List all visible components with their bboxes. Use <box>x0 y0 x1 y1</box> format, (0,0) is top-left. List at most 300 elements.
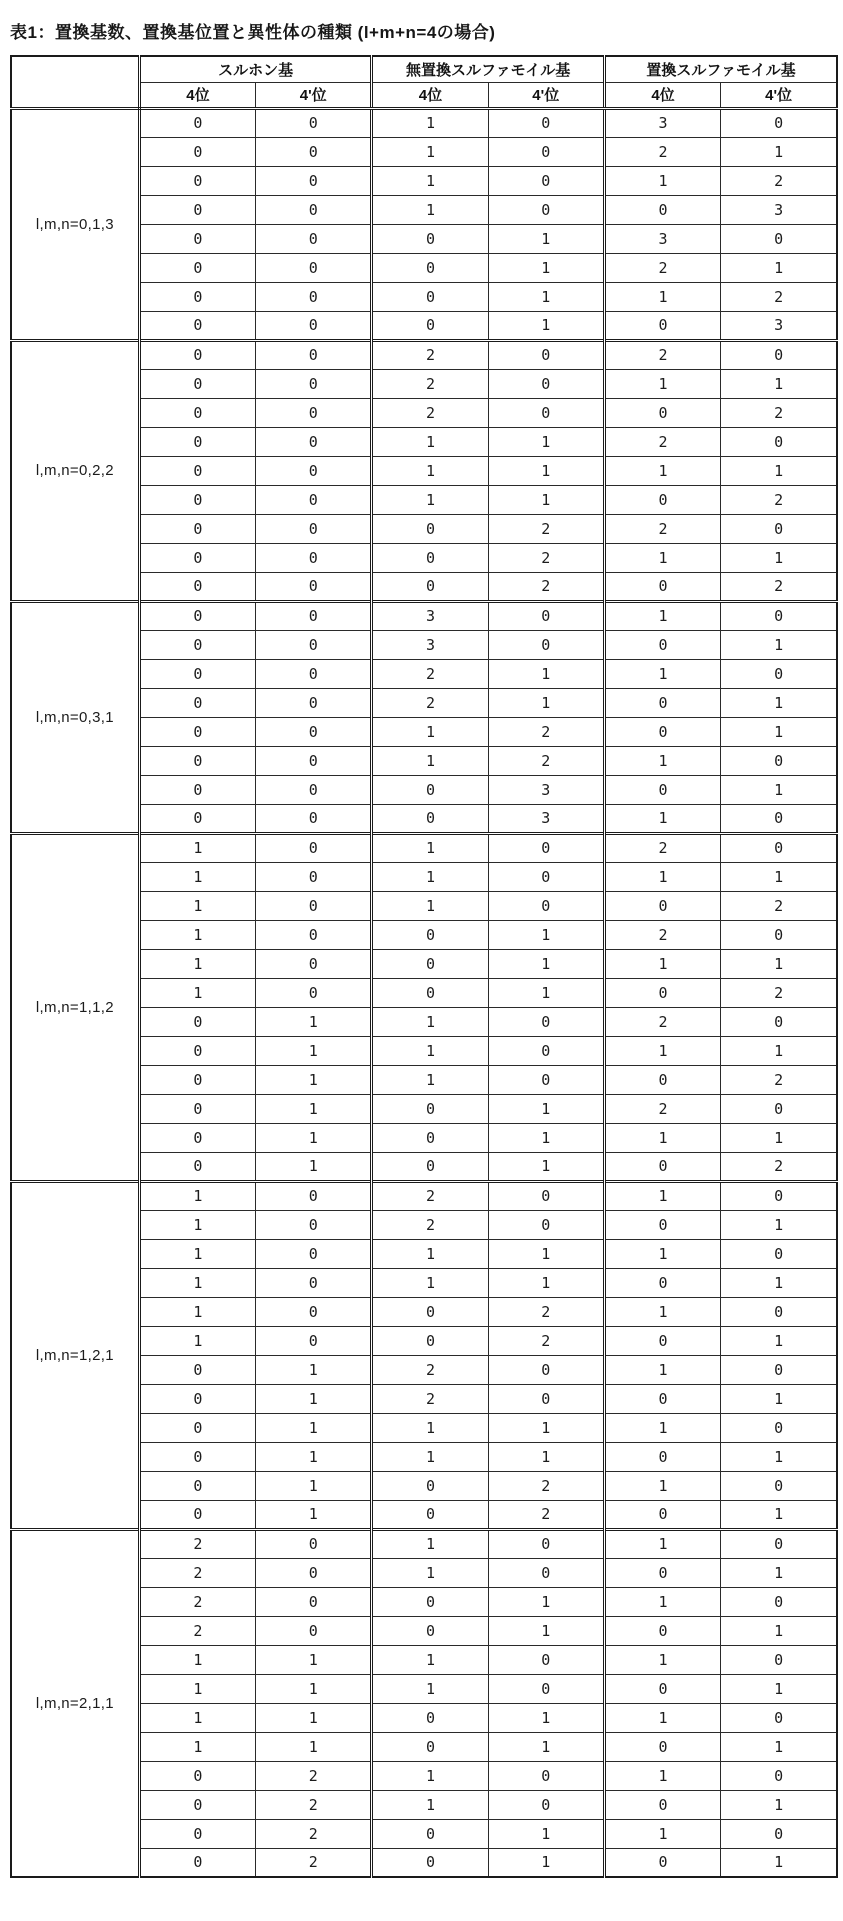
table-cell: 0 <box>139 311 255 340</box>
table-cell: 1 <box>488 1413 604 1442</box>
table-cell: 0 <box>139 427 255 456</box>
table-cell: 1 <box>604 1123 720 1152</box>
table-cell: 1 <box>256 1674 372 1703</box>
table-cell: 0 <box>488 369 604 398</box>
table-body <box>11 108 837 1877</box>
table-cell: 0 <box>256 833 372 862</box>
row-group-label: l,m,n=1,1,2 <box>11 833 139 1181</box>
table-cell: 1 <box>488 688 604 717</box>
table-cell: 1 <box>139 1268 255 1297</box>
table-cell: 2 <box>488 1500 604 1529</box>
table-cell: 0 <box>372 1732 488 1761</box>
table-cell: 0 <box>372 1500 488 1529</box>
table-cell: 0 <box>372 1297 488 1326</box>
table-cell: 1 <box>721 369 837 398</box>
table-cell: 0 <box>721 514 837 543</box>
table-cell: 1 <box>488 1442 604 1471</box>
table-cell: 1 <box>488 427 604 456</box>
table-cell: 1 <box>721 862 837 891</box>
table-cell: 0 <box>139 543 255 572</box>
table-cell: 0 <box>721 340 837 369</box>
table-cell: 1 <box>604 1529 720 1558</box>
table-row <box>11 833 837 862</box>
table-cell: 2 <box>372 1181 488 1210</box>
table-cell: 0 <box>256 340 372 369</box>
table-cell: 1 <box>604 1761 720 1790</box>
table-cell: 0 <box>256 369 372 398</box>
table-cell: 0 <box>139 659 255 688</box>
row-group-label: l,m,n=2,1,1 <box>11 1529 139 1877</box>
table-cell: 2 <box>721 978 837 1007</box>
table-cell: 0 <box>721 1529 837 1558</box>
table-cell: 0 <box>604 717 720 746</box>
table-cell: 0 <box>604 1558 720 1587</box>
table-cell: 1 <box>139 1181 255 1210</box>
table-cell: 1 <box>604 369 720 398</box>
table-cell: 0 <box>721 1007 837 1036</box>
table-cell: 0 <box>721 224 837 253</box>
table-cell: 1 <box>372 1645 488 1674</box>
table-cell: 1 <box>372 891 488 920</box>
table-cell: 0 <box>256 949 372 978</box>
table-cell: 0 <box>256 108 372 137</box>
table-cell: 0 <box>256 543 372 572</box>
table-cell: 0 <box>488 1529 604 1558</box>
table-cell: 0 <box>604 311 720 340</box>
column-group-header-row <box>11 56 837 82</box>
table-row <box>11 1181 837 1210</box>
row-group-label: l,m,n=0,2,2 <box>11 340 139 601</box>
table-cell: 0 <box>139 253 255 282</box>
table-cell: 2 <box>256 1790 372 1819</box>
table-cell: 0 <box>256 514 372 543</box>
table-cell: 1 <box>372 1268 488 1297</box>
table-cell: 3 <box>604 108 720 137</box>
table-cell: 1 <box>604 1355 720 1384</box>
table-cell: 2 <box>488 543 604 572</box>
corner-cell <box>11 56 139 108</box>
table-cell: 0 <box>139 1413 255 1442</box>
table-cell: 1 <box>372 1674 488 1703</box>
table-cell: 1 <box>256 1065 372 1094</box>
table-cell: 2 <box>372 659 488 688</box>
table-cell: 0 <box>488 137 604 166</box>
table-cell: 0 <box>256 1268 372 1297</box>
table-cell: 1 <box>604 543 720 572</box>
table-cell: 2 <box>139 1616 255 1645</box>
table-cell: 1 <box>372 485 488 514</box>
table-cell: 1 <box>256 1036 372 1065</box>
table-cell: 0 <box>372 1326 488 1355</box>
table-cell: 0 <box>372 1094 488 1123</box>
table-cell: 1 <box>721 1123 837 1152</box>
table-cell: 1 <box>372 456 488 485</box>
table-cell: 2 <box>372 1384 488 1413</box>
table-cell: 1 <box>372 166 488 195</box>
table-cell: 0 <box>488 1761 604 1790</box>
table-cell: 0 <box>256 1529 372 1558</box>
table-cell: 1 <box>604 282 720 311</box>
table-cell: 1 <box>488 978 604 1007</box>
table-cell: 1 <box>256 1413 372 1442</box>
table-cell: 1 <box>721 1848 837 1877</box>
table-cell: 0 <box>256 804 372 833</box>
table-cell: 1 <box>604 1703 720 1732</box>
table-cell: 1 <box>488 920 604 949</box>
table-cell: 0 <box>604 1152 720 1181</box>
table-cell: 0 <box>256 1239 372 1268</box>
column-group-header-substituted-sulfamoyl: 置換スルファモイル基 <box>604 56 837 82</box>
column-subheader: 4位 <box>372 82 488 108</box>
table-cell: 0 <box>488 166 604 195</box>
table-cell: 0 <box>256 137 372 166</box>
table-cell: 0 <box>256 746 372 775</box>
table-cell: 1 <box>488 1587 604 1616</box>
table-cell: 2 <box>372 1355 488 1384</box>
table-cell: 0 <box>721 427 837 456</box>
table-cell: 3 <box>372 601 488 630</box>
table-cell: 0 <box>139 1152 255 1181</box>
table-cell: 0 <box>256 717 372 746</box>
table-cell: 0 <box>139 398 255 427</box>
table-cell: 1 <box>721 630 837 659</box>
column-subheader: 4'位 <box>721 82 837 108</box>
table-cell: 0 <box>139 166 255 195</box>
column-subheader: 4位 <box>604 82 720 108</box>
table-cell: 1 <box>488 1732 604 1761</box>
column-subheader: 4'位 <box>488 82 604 108</box>
table-cell: 2 <box>488 746 604 775</box>
table-cell: 0 <box>604 978 720 1007</box>
table-cell: 0 <box>604 775 720 804</box>
table-cell: 1 <box>604 949 720 978</box>
table-cell: 3 <box>721 195 837 224</box>
table-cell: 0 <box>256 398 372 427</box>
table-cell: 2 <box>721 891 837 920</box>
table-cell: 0 <box>372 804 488 833</box>
table-cell: 0 <box>372 1616 488 1645</box>
table-row <box>11 601 837 630</box>
table-cell: 1 <box>372 862 488 891</box>
table-cell: 0 <box>604 398 720 427</box>
table-cell: 1 <box>488 1848 604 1877</box>
table-cell: 0 <box>721 1645 837 1674</box>
table-cell: 0 <box>488 1645 604 1674</box>
table-cell: 2 <box>372 1210 488 1239</box>
table-cell: 0 <box>488 601 604 630</box>
table-cell: 0 <box>256 485 372 514</box>
table-cell: 1 <box>488 1123 604 1152</box>
table-cell: 1 <box>721 775 837 804</box>
table-cell: 2 <box>604 1094 720 1123</box>
table-cell: 0 <box>488 1790 604 1819</box>
table-cell: 0 <box>139 485 255 514</box>
table-cell: 0 <box>256 891 372 920</box>
table-cell: 2 <box>604 253 720 282</box>
table-cell: 0 <box>604 1790 720 1819</box>
table-cell: 2 <box>604 833 720 862</box>
table-cell: 1 <box>139 1645 255 1674</box>
table-cell: 0 <box>256 688 372 717</box>
table-cell: 1 <box>488 1703 604 1732</box>
table-cell: 0 <box>256 862 372 891</box>
table-cell: 1 <box>372 137 488 166</box>
table-cell: 1 <box>256 1007 372 1036</box>
table-cell: 1 <box>721 1558 837 1587</box>
table-cell: 1 <box>488 1616 604 1645</box>
table-cell: 0 <box>256 282 372 311</box>
table-cell: 0 <box>604 688 720 717</box>
table-cell: 1 <box>488 253 604 282</box>
table-cell: 1 <box>256 1500 372 1529</box>
table-cell: 2 <box>372 340 488 369</box>
table-cell: 0 <box>721 1413 837 1442</box>
table-cell: 0 <box>604 485 720 514</box>
table-cell: 1 <box>372 1761 488 1790</box>
table-cell: 0 <box>139 514 255 543</box>
table-cell: 1 <box>488 485 604 514</box>
table-cell: 0 <box>488 833 604 862</box>
table-cell: 1 <box>721 1732 837 1761</box>
table-cell: 3 <box>488 804 604 833</box>
table-cell: 1 <box>372 746 488 775</box>
column-subheader: 4位 <box>139 82 255 108</box>
table-cell: 0 <box>256 920 372 949</box>
table-cell: 2 <box>488 1471 604 1500</box>
table-cell: 0 <box>256 1587 372 1616</box>
table-cell: 0 <box>721 1239 837 1268</box>
table-cell: 0 <box>488 630 604 659</box>
table-cell: 0 <box>372 1152 488 1181</box>
table-cell: 1 <box>721 1500 837 1529</box>
table-cell: 0 <box>256 1181 372 1210</box>
table-cell: 1 <box>604 1819 720 1848</box>
table-cell: 1 <box>604 659 720 688</box>
table-cell: 1 <box>721 1790 837 1819</box>
row-group-label: l,m,n=0,3,1 <box>11 601 139 833</box>
table-cell: 1 <box>372 1007 488 1036</box>
table-cell: 1 <box>604 1297 720 1326</box>
table-cell: 0 <box>256 427 372 456</box>
table-cell: 1 <box>488 1239 604 1268</box>
column-subheader: 4'位 <box>256 82 372 108</box>
table-cell: 1 <box>721 1384 837 1413</box>
table-cell: 1 <box>604 1645 720 1674</box>
table-row <box>11 340 837 369</box>
table-cell: 0 <box>139 601 255 630</box>
table-cell: 1 <box>721 137 837 166</box>
table-cell: 0 <box>604 1442 720 1471</box>
table-cell: 1 <box>139 891 255 920</box>
table-cell: 1 <box>604 1413 720 1442</box>
table-cell: 1 <box>488 1819 604 1848</box>
table-cell: 0 <box>372 1471 488 1500</box>
table-cell: 0 <box>721 833 837 862</box>
table-cell: 0 <box>604 1268 720 1297</box>
table-cell: 1 <box>256 1471 372 1500</box>
table-header <box>11 56 837 108</box>
table-cell: 0 <box>604 1210 720 1239</box>
table-cell: 0 <box>372 572 488 601</box>
table-cell: 0 <box>721 1703 837 1732</box>
table-cell: 2 <box>488 717 604 746</box>
table-cell: 0 <box>604 1616 720 1645</box>
table-cell: 2 <box>488 1326 604 1355</box>
table-cell: 0 <box>139 1036 255 1065</box>
table-cell: 0 <box>139 1848 255 1877</box>
table-cell: 0 <box>488 1210 604 1239</box>
table-cell: 1 <box>139 1297 255 1326</box>
table-cell: 0 <box>604 572 720 601</box>
table-cell: 0 <box>256 1210 372 1239</box>
table-cell: 0 <box>139 1790 255 1819</box>
table-cell: 0 <box>256 456 372 485</box>
table-cell: 0 <box>139 1007 255 1036</box>
table-cell: 0 <box>139 1761 255 1790</box>
table-cell: 0 <box>139 137 255 166</box>
table-cell: 0 <box>372 1123 488 1152</box>
table-cell: 0 <box>139 1123 255 1152</box>
table-cell: 0 <box>372 224 488 253</box>
table-cell: 0 <box>372 949 488 978</box>
table-cell: 1 <box>372 1036 488 1065</box>
table-cell: 0 <box>256 630 372 659</box>
table-cell: 0 <box>372 1587 488 1616</box>
table-cell: 0 <box>256 195 372 224</box>
table-cell: 0 <box>604 1674 720 1703</box>
table-cell: 1 <box>372 1239 488 1268</box>
table-cell: 1 <box>488 1152 604 1181</box>
table-cell: 0 <box>139 1355 255 1384</box>
table-cell: 0 <box>256 1297 372 1326</box>
table-cell: 0 <box>488 1355 604 1384</box>
table-cell: 0 <box>372 1703 488 1732</box>
table-cell: 1 <box>256 1123 372 1152</box>
table-cell: 0 <box>721 920 837 949</box>
table-cell: 1 <box>488 282 604 311</box>
table-cell: 1 <box>721 717 837 746</box>
table-cell: 0 <box>139 572 255 601</box>
table-cell: 1 <box>256 1732 372 1761</box>
table-cell: 0 <box>256 1326 372 1355</box>
table-cell: 0 <box>139 1500 255 1529</box>
table-cell: 0 <box>604 1384 720 1413</box>
table-cell: 2 <box>721 485 837 514</box>
table-cell: 1 <box>721 1210 837 1239</box>
table-cell: 1 <box>604 746 720 775</box>
table-cell: 0 <box>139 456 255 485</box>
table-cell: 1 <box>139 1674 255 1703</box>
table-cell: 1 <box>372 1558 488 1587</box>
table-cell: 1 <box>604 862 720 891</box>
table-cell: 1 <box>372 717 488 746</box>
table-cell: 1 <box>372 1065 488 1094</box>
table-cell: 0 <box>721 108 837 137</box>
table-cell: 0 <box>721 1355 837 1384</box>
table-cell: 0 <box>139 340 255 369</box>
table-cell: 0 <box>139 1471 255 1500</box>
table-cell: 1 <box>256 1384 372 1413</box>
table-cell: 2 <box>721 282 837 311</box>
table-cell: 0 <box>139 108 255 137</box>
table-cell: 1 <box>139 862 255 891</box>
table-cell: 1 <box>488 659 604 688</box>
table-cell: 1 <box>372 427 488 456</box>
table-cell: 3 <box>721 311 837 340</box>
table-cell: 0 <box>372 775 488 804</box>
table-cell: 0 <box>488 1181 604 1210</box>
table-cell: 0 <box>488 398 604 427</box>
table-cell: 2 <box>604 427 720 456</box>
table-cell: 1 <box>139 1210 255 1239</box>
table-cell: 2 <box>372 688 488 717</box>
table-cell: 1 <box>604 166 720 195</box>
table-cell: 2 <box>721 1152 837 1181</box>
table-cell: 1 <box>721 1442 837 1471</box>
table-cell: 2 <box>488 1297 604 1326</box>
table-cell: 1 <box>604 1587 720 1616</box>
column-group-header-unsubstituted-sulfamoyl: 無置換スルファモイル基 <box>372 56 605 82</box>
table-cell: 1 <box>256 1703 372 1732</box>
table-cell: 2 <box>721 166 837 195</box>
table-cell: 0 <box>488 1558 604 1587</box>
table-cell: 2 <box>372 369 488 398</box>
table-cell: 1 <box>604 1181 720 1210</box>
table-cell: 0 <box>256 1616 372 1645</box>
table-cell: 2 <box>604 514 720 543</box>
table-cell: 1 <box>721 253 837 282</box>
table-cell: 0 <box>256 601 372 630</box>
table-cell: 1 <box>139 1239 255 1268</box>
table-cell: 3 <box>372 630 488 659</box>
table-cell: 0 <box>372 514 488 543</box>
table-cell: 2 <box>604 1007 720 1036</box>
table-cell: 0 <box>256 659 372 688</box>
table-cell: 1 <box>488 456 604 485</box>
table-cell: 0 <box>139 804 255 833</box>
table-cell: 0 <box>256 166 372 195</box>
table-cell: 1 <box>721 1674 837 1703</box>
table-cell: 1 <box>372 1529 488 1558</box>
table-cell: 0 <box>139 369 255 398</box>
table-cell: 0 <box>721 804 837 833</box>
table-cell: 0 <box>488 1007 604 1036</box>
table-cell: 0 <box>604 1500 720 1529</box>
table-cell: 0 <box>256 1558 372 1587</box>
table-cell: 0 <box>139 775 255 804</box>
table-cell: 1 <box>372 833 488 862</box>
table-cell: 1 <box>721 949 837 978</box>
table-cell: 0 <box>488 891 604 920</box>
table-cell: 0 <box>721 659 837 688</box>
table-cell: 1 <box>372 1790 488 1819</box>
page-title: 表1：置換基数、置換基位置と異性体の種類 (l+m+n=4の場合) <box>10 23 496 42</box>
table-cell: 1 <box>488 949 604 978</box>
table-cell: 2 <box>139 1529 255 1558</box>
table-cell: 1 <box>372 195 488 224</box>
table-cell: 1 <box>488 311 604 340</box>
table-cell: 2 <box>256 1819 372 1848</box>
table-cell: 0 <box>139 717 255 746</box>
table-cell: 0 <box>721 1181 837 1210</box>
row-group-label: l,m,n=0,1,3 <box>11 108 139 340</box>
table-cell: 1 <box>721 1326 837 1355</box>
table-cell: 0 <box>488 340 604 369</box>
table-cell: 0 <box>372 1819 488 1848</box>
table-cell: 0 <box>256 253 372 282</box>
isomer-table <box>10 55 838 1878</box>
table-cell: 0 <box>604 1848 720 1877</box>
